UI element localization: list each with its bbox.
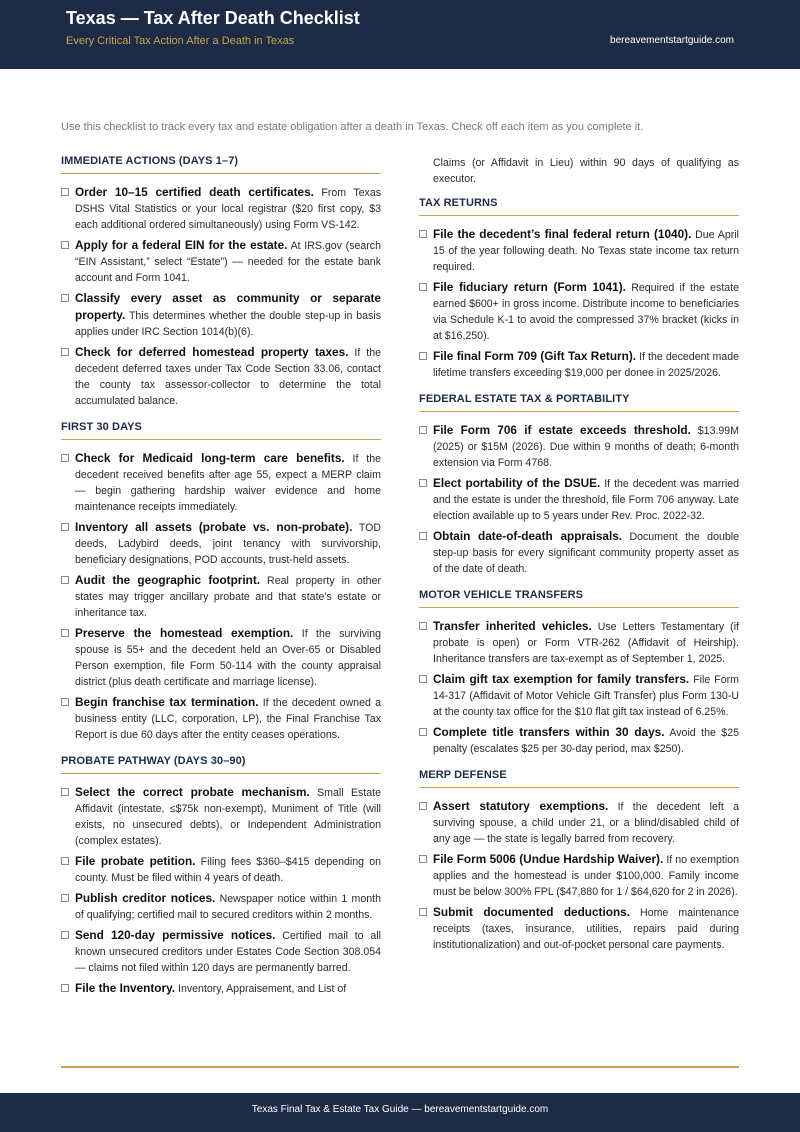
section-heading: IMMEDIATE ACTIONS (DAYS 1–7): [61, 155, 381, 174]
checklist-item: [61, 450, 381, 515]
checklist-item: [61, 890, 381, 923]
checklist-item: [61, 237, 381, 286]
item-lead: File the Inventory.: [75, 981, 176, 995]
item-lead: Select the correct probate mechanism.: [75, 785, 310, 799]
checkbox[interactable]: [419, 675, 427, 683]
item-lead: Audit the geographic footprint.: [75, 573, 261, 587]
site-name: bereavementstartguide.com: [610, 35, 734, 46]
section-heading: TAX RETURNS: [419, 197, 739, 216]
checklist-item: [61, 519, 381, 568]
left-column: [61, 155, 381, 1009]
item-text: If the decedent received benefits after age 55, expect a MERP claim — begin gathering hardship waiver evidence and home maintenance receipts immediately.: [75, 453, 382, 513]
checklist-item: [61, 927, 381, 976]
item-lead: Elect portability of the DSUE.: [433, 476, 601, 490]
checkbox[interactable]: [61, 894, 69, 902]
section-first-30-days: [61, 421, 381, 743]
item-text: From Texas DSHS Vital Statistics or your local registrar ($20 first copy, $3 each additional ordered simultaneously) using Form VS-142.: [75, 187, 382, 231]
item-lead: Begin franchise tax termination.: [75, 695, 259, 709]
item-text: This determines whether the double step-up in basis applies under IRC Section 1014(b)(6).: [75, 310, 381, 338]
item-text: If the decedent deferred taxes under Tax Code Section 33.06, contact the county tax assessor-collector to determine the total accumulated balance.: [75, 347, 381, 407]
section-immediate-actions-days-1-7: [61, 155, 381, 409]
item-text: Use Letters Testamentary (if probate is open) or Form VTR-262 (Affidavit of Heirship). Inheritance transfers are tax-exempt as of September 1, 2025.: [433, 621, 739, 665]
item-lead: File the decedent’s final federal return (1040).: [433, 227, 692, 241]
item-text: Home maintenance receipts (taxes, insurance, utilities, repairs paid during institutionalization) and out-of-pocket personal care payments.: [433, 907, 739, 951]
checkbox[interactable]: [61, 294, 69, 302]
checkbox[interactable]: [419, 802, 427, 810]
checkbox[interactable]: [419, 855, 427, 863]
item-text: If the surviving spouse is 55+ and the decedent held an Over-65 or Disabled Person exemption, file Form 50-114 with the county appraisal district (plus death certificate and marriage license).: [75, 628, 381, 688]
item-text: Required if the estate earned $600+ in gross income. Distribute income to beneficiaries via Schedule K-1 to avoid the compressed 37% bracket (kicks in at $16,250).: [433, 282, 739, 342]
checkbox[interactable]: [61, 241, 69, 249]
item-lead: Preserve the homestead exemption.: [75, 626, 294, 640]
checkbox[interactable]: [61, 523, 69, 531]
checklist-item: [419, 798, 739, 847]
item-lead: File probate petition.: [75, 854, 196, 868]
checklist-item: [61, 694, 381, 743]
item-text: Inventory, Appraisement, and List of: [178, 983, 347, 995]
right-column: [419, 155, 739, 965]
continued-item-text: Claims (or Affidavit in Lieu) within 90 days of qualifying as executor.: [433, 157, 739, 185]
checklist-item: [61, 853, 381, 886]
item-text: If the decedent made lifetime transfers exceeding $19,000 per donee in 2025/2026.: [433, 351, 739, 379]
item-text: Document the double step-up basis for every significant community property asset as of the date of death.: [433, 531, 739, 575]
item-text: Certified mail to all known unsecured creditors under Estates Code Section 308.054 — claims not filed within 120 days are permanently barred.: [75, 930, 381, 974]
item-text: Due April 15 of the year following death. No Texas state income tax return required.: [433, 229, 739, 273]
item-lead: Claim gift tax exemption for family transfers.: [433, 672, 690, 686]
item-lead: Apply for a federal EIN for the estate.: [75, 238, 288, 252]
item-lead: Order 10–15 certified death certificates.: [75, 185, 314, 199]
item-lead: Transfer inherited vehicles.: [433, 619, 592, 633]
checkbox[interactable]: [61, 348, 69, 356]
checklist-item: [419, 671, 739, 720]
item-lead: Publish creditor notices.: [75, 891, 216, 905]
item-text: $13.99M (2025) or $15M (2026). Due within 9 months of death; 6-month extension via Form 4768.: [433, 425, 740, 469]
item-text: TOD deeds, Ladybird deeds, joint tenancy with survivorship, beneficiary designations, POD accounts, trust-held assets.: [75, 522, 381, 566]
checkbox[interactable]: [61, 454, 69, 462]
checkbox[interactable]: [61, 857, 69, 865]
item-text: Small Estate Affidavit (intestate, ≤$75k non-exempt), Muniment of Title (will exists, no unsecured debts), or Independent Administration (complex estates).: [75, 787, 381, 847]
checkbox[interactable]: [61, 698, 69, 706]
page-footer: [0, 1093, 800, 1132]
checklist-item: [419, 528, 739, 577]
checklist-item: [61, 290, 381, 340]
section-motor-vehicle-transfers: [419, 589, 739, 757]
section-tax-returns: [419, 197, 739, 381]
item-lead: Obtain date-of-death appraisals.: [433, 529, 623, 543]
checklist-item: [419, 226, 739, 275]
checkbox[interactable]: [61, 788, 69, 796]
checkbox[interactable]: [61, 984, 69, 992]
section-federal-estate-tax-portability: [419, 393, 739, 577]
checkbox[interactable]: [419, 283, 427, 291]
checklist-item: [419, 724, 739, 757]
checkbox[interactable]: [61, 188, 69, 196]
item-text: Newspaper notice within 1 month of qualifying; certified mail to secured creditors within 2 months.: [75, 893, 381, 921]
checklist-item: [419, 475, 739, 524]
checkbox[interactable]: [419, 532, 427, 540]
section-merp-defense: [419, 769, 739, 953]
checklist-item: [61, 980, 381, 997]
item-text: Real property in other states may trigger ancillary probate and that state’s estate or inheritance tax.: [75, 575, 381, 619]
section-heading: MERP DEFENSE: [419, 769, 739, 788]
item-text: If the decedent was married and the estate is under the threshold, file Form 706 anyway. Late election available up to 5 years under Rev. Proc. 2022-32.: [433, 478, 740, 522]
checkbox[interactable]: [419, 908, 427, 916]
item-lead: File fiduciary return (Form 1041).: [433, 280, 626, 294]
checklist-item: [419, 904, 739, 953]
checklist-item: [419, 348, 739, 381]
item-lead: Send 120-day permissive notices.: [75, 928, 276, 942]
checklist-item: [419, 422, 739, 471]
section-heading: MOTOR VEHICLE TRANSFERS: [419, 589, 739, 608]
checklist-item: [61, 625, 381, 690]
item-text: If no exemption applies and the homestead is under $100,000. Family income must be below 300% FPL ($47,880 for 1 / $64,620 for 2 in 2026).: [433, 854, 739, 898]
checkbox[interactable]: [61, 931, 69, 939]
checkbox[interactable]: [419, 426, 427, 434]
item-text: Avoid the $25 penalty (escalates $25 per 30-day period, max $250).: [433, 727, 739, 755]
checklist-item: [419, 618, 739, 667]
page-header: [0, 0, 800, 69]
page-subtitle: Every Critical Tax Action After a Death in Texas: [66, 35, 295, 47]
item-text: Filing fees $360–$415 depending on county. Must be filed within 4 years of death.: [75, 856, 381, 884]
footer-text: Texas Final Tax & Estate Tax Guide — bereavementstartguide.com: [251, 1104, 549, 1115]
item-lead: File Form 706 if estate exceeds threshold.: [433, 423, 691, 437]
item-lead: File Form 5006 (Undue Hardship Waiver).: [433, 852, 664, 866]
page-title: Texas — Tax After Death Checklist: [66, 8, 360, 28]
checkbox[interactable]: [419, 352, 427, 360]
section-heading: FEDERAL ESTATE TAX & PORTABILITY: [419, 393, 739, 412]
item-lead: Assert statutory exemptions.: [433, 799, 609, 813]
item-text: If the decedent left a surviving spouse, a child under 21, or a blind/disabled child of any age — the state is legally barred from recovery.: [433, 801, 739, 845]
item-text: At IRS.gov (search “EIN Assistant,” select “Estate”) — needed for the estate bank account and Form 1041.: [75, 240, 381, 284]
item-lead: Submit documented deductions.: [433, 905, 631, 919]
item-lead: Check for deferred homestead property taxes.: [75, 345, 349, 359]
checkbox[interactable]: [419, 230, 427, 238]
checklist-item: [61, 344, 381, 409]
item-lead: Check for Medicaid long-term care benefits.: [75, 451, 345, 465]
section-probate-pathway-days-30-90: [61, 755, 381, 997]
item-lead: File final Form 709 (Gift Tax Return).: [433, 349, 637, 363]
checkbox[interactable]: [419, 728, 427, 736]
item-lead: Complete title transfers within 30 days.: [433, 725, 665, 739]
intro-text: Use this checklist to track every tax and estate obligation after a death in Texas. Check off each item as you complete it.: [61, 121, 644, 133]
footer-divider: [61, 1066, 739, 1068]
checklist-item: [419, 851, 739, 900]
checklist-item: [61, 784, 381, 849]
section-heading: FIRST 30 DAYS: [61, 421, 381, 440]
checkbox[interactable]: [61, 629, 69, 637]
section-heading: PROBATE PATHWAY (DAYS 30–90): [61, 755, 381, 774]
item-text: File Form 14-317 (Affidavit of Motor Vehicle Gift Transfer) plus Form 130-U at the county tax office for the $10 flat gift tax instead of 6.25%.: [433, 674, 740, 718]
item-lead: Inventory all assets (probate vs. non-probate).: [75, 520, 353, 534]
checklist-item: [419, 279, 739, 344]
item-lead: Classify every asset as community or separate property.: [75, 291, 381, 322]
checkbox[interactable]: [419, 622, 427, 630]
checkbox[interactable]: [419, 479, 427, 487]
checklist-item: [61, 572, 381, 621]
item-text: If the decedent owned a business entity (LLC, corporation, LP), the Final Franchise Tax Report is due 60 days after the entity ceases operations.: [75, 697, 381, 741]
checkbox[interactable]: [61, 576, 69, 584]
checklist-item: [61, 184, 381, 233]
